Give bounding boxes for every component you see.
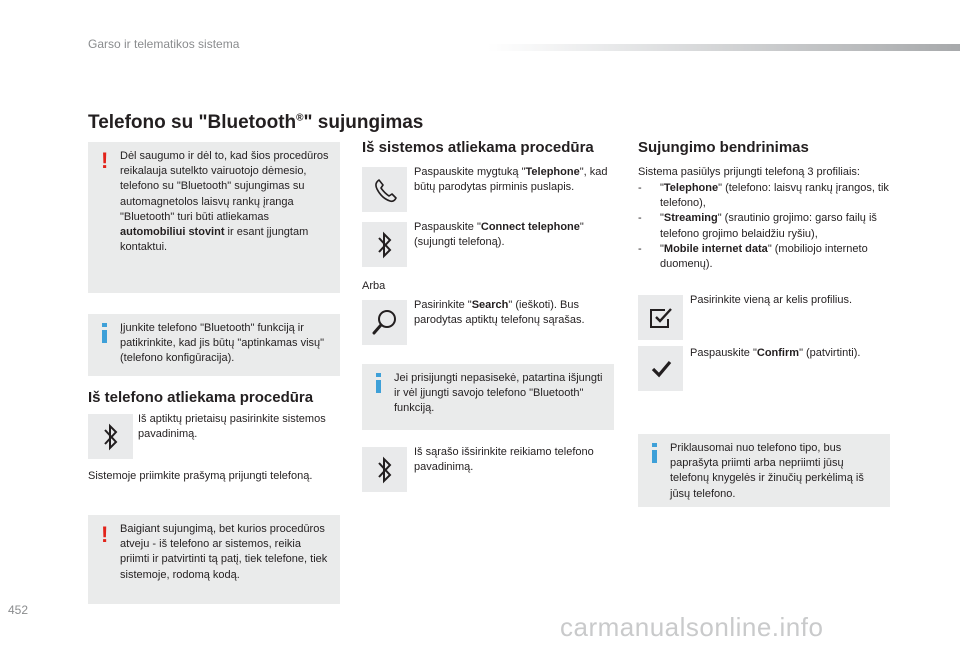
step-confirm: Paspauskite "Confirm" (patvirtinti). bbox=[690, 347, 861, 359]
bluetooth-icon-box bbox=[88, 414, 133, 459]
telephone-button[interactable] bbox=[362, 167, 407, 212]
select-profiles-button[interactable] bbox=[638, 295, 683, 340]
section-header: Garso ir telematikos sistema bbox=[88, 37, 240, 51]
search-button[interactable] bbox=[362, 300, 407, 345]
bluetooth-icon-box bbox=[362, 447, 407, 492]
step-select-phone-name: Iš sąrašo išsirinkite reikiamo telefono pavadinimą. bbox=[414, 446, 594, 474]
warning-text-code: Baigiant sujungimą, bet kurios procedūros atveju - iš telefono ar sistemos, reikia priimti ir patvirtinti tą patį, tiek telefone, tiek sistemoje, rodomą kodą. bbox=[120, 523, 328, 581]
list-item: - "Telephone" (telefono: laisvų rankų įrangos, tik telefono), bbox=[638, 182, 889, 210]
info-icon bbox=[376, 373, 381, 393]
bluetooth-icon bbox=[101, 422, 121, 452]
info-text-enable-bluetooth: Įjunkite telefono "Bluetooth" funkciją ir patikrinkite, kad jis būtų "aptinkamas visų" (telefono konfigūracija). bbox=[120, 322, 325, 365]
list-item: - "Streaming" (srautinio grojimo: garso failų iš telefono grojimo belaidžiu ryšiu), bbox=[638, 212, 877, 240]
confirm-button[interactable] bbox=[638, 346, 683, 391]
warning-box-code bbox=[88, 515, 340, 604]
page-number: 452 bbox=[8, 603, 29, 617]
connect-telephone-button[interactable] bbox=[362, 222, 407, 267]
watermark: carmanualsonline.info bbox=[560, 612, 824, 642]
step-press-telephone: Paspauskite mygtuką "Telephone", kad būtų parodytas pirminis puslapis. bbox=[414, 166, 608, 194]
info-box-retry bbox=[362, 364, 614, 430]
page-title: Telefono su "Bluetooth®" sujungimas bbox=[88, 112, 424, 133]
info-box-enable-bluetooth bbox=[88, 314, 340, 376]
step-select-system-name: Iš aptiktų prietaisų pasirinkite sistemos pavadinimą. bbox=[138, 413, 326, 441]
profiles-intro: Sistema pasiūlys prijungti telefoną 3 profiliais: bbox=[638, 166, 860, 178]
info-icon bbox=[652, 443, 657, 463]
search-icon bbox=[369, 307, 401, 339]
checkbox-check-icon bbox=[648, 305, 674, 331]
bluetooth-icon bbox=[375, 230, 395, 260]
info-box-phonebook bbox=[638, 434, 890, 507]
info-icon bbox=[102, 323, 107, 343]
or-label: Arba bbox=[362, 280, 386, 292]
warning-exclamation-icon: ! bbox=[101, 522, 109, 547]
heading-system-procedure: Iš sistemos atliekama procedūra bbox=[362, 139, 594, 156]
telephone-icon bbox=[370, 175, 400, 205]
step-connect-telephone: Paspauskite "Connect telephone" (sujungti telefoną). bbox=[414, 221, 584, 249]
step-select-profiles: Pasirinkite vieną ar kelis profilius. bbox=[690, 294, 853, 306]
info-text-phonebook: Priklausomai nuo telefono tipo, bus paprašyta priimti arba nepriimti jūsų telefonų knygelės ir žinučių perkėlimą iš jūsų telefono. bbox=[670, 442, 864, 500]
warning-box-safety bbox=[88, 142, 340, 293]
step-search: Pasirinkite "Search" (ieškoti). Bus parodytas aptiktų telefonų sąrašas. bbox=[414, 299, 585, 327]
check-icon bbox=[649, 357, 673, 381]
profiles-list bbox=[638, 181, 900, 272]
info-text-retry: Jei prisijungti nepasisekė, patartina išjungti ir vėl įjungti savojo telefono "Bluetooth" funkciją. bbox=[394, 372, 603, 415]
accept-request-text: Sistemoje priimkite prašymą prijungti telefoną. bbox=[88, 470, 313, 482]
warning-text-safety: Dėl saugumo ir dėl to, kad šios procedūros reikalauja sutelkto vairuotojo dėmesio, telefono su "Bluetooth" sujungimas su automagnetolos laisvų rankų įranga "Bluetooth" turi būti atliekamas automobiliui stovint ir esant įjungtam kontaktui. bbox=[120, 150, 329, 254]
heading-connection-sharing: Sujungimo bendrinimas bbox=[638, 139, 809, 156]
bluetooth-icon bbox=[375, 455, 395, 485]
heading-phone-procedure: Iš telefono atliekama procedūra bbox=[88, 389, 314, 406]
warning-exclamation-icon: ! bbox=[101, 148, 109, 173]
header-bar bbox=[488, 44, 960, 51]
list-item: - "Mobile internet data" (mobiliojo interneto duomenų). bbox=[638, 242, 868, 271]
